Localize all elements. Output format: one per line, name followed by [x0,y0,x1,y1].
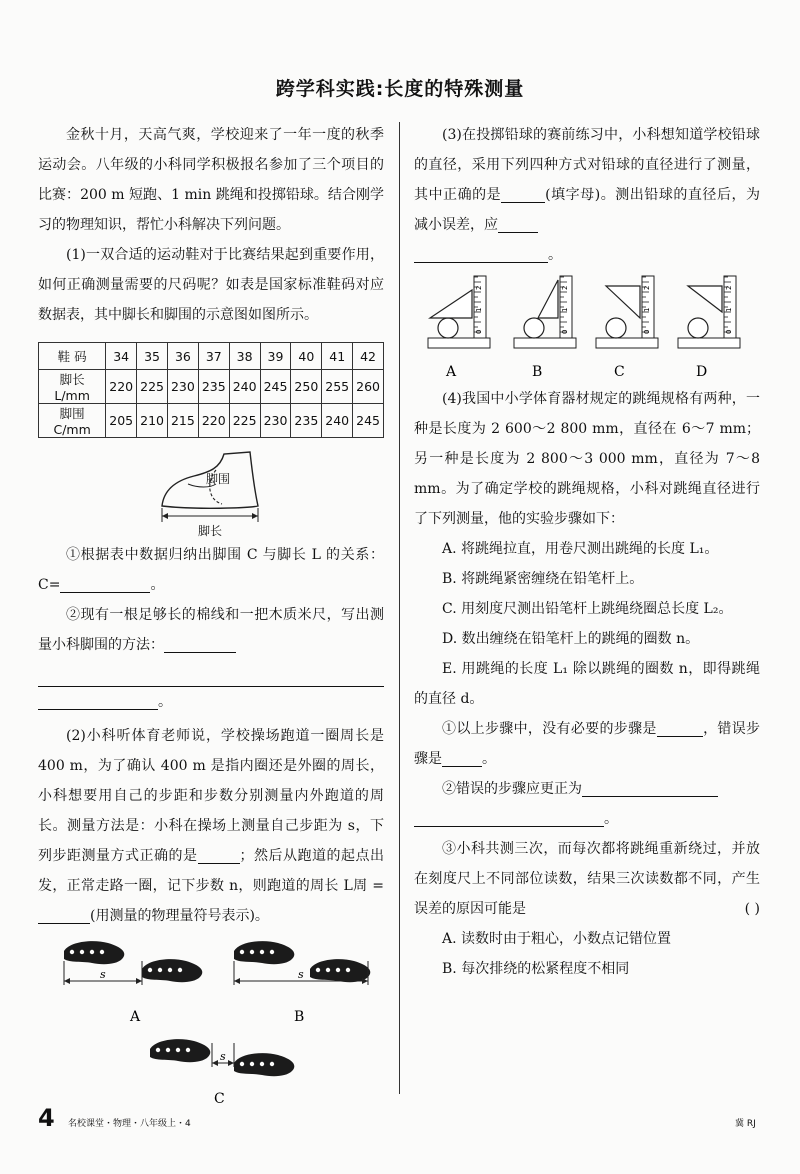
choice-option[interactable]: A. 读数时由于粗心，小数点记错位置 [442,931,672,947]
ruler-tick-label: 1 [475,307,483,312]
table-cell: 225 [137,370,168,404]
set-square-icon [430,290,472,318]
ball-icon [438,318,458,338]
table-cell: 210 [137,404,168,438]
arrow-left-icon [234,978,240,984]
list-item: D. 数出缠绕在铅笔杆上的跳绳的圈数 n。 [442,631,700,647]
table-row-header: 鞋 码 [39,343,106,370]
set-square-icon [606,286,640,318]
table-cell: 41 [322,343,353,370]
table-base [514,338,576,348]
answer-blank-correction[interactable] [582,778,718,797]
left-column [38,120,384,1115]
table-cell: 230 [260,404,291,438]
ruler-tick-label: 1 [643,307,651,312]
question-3-line: 。 [414,240,760,270]
arrow-left-icon [64,978,70,984]
answer-blank-method-1[interactable] [164,634,236,653]
question-4-intro: (4)我国中小学体育器材规定的跳绳规格有两种，一种是长度为 2 600～2 800 mm，直径在 6～7 mm；另一种是长度为 2 800～3 000 mm，直径为 7～8 mm。为了确定学校的跳绳规格，小科对跳绳直径进行了下列测量，他的实验步骤如下： [414,391,760,527]
experiment-steps [414,534,760,714]
question-2: (2)小科听体育老师说，学校操场跑道一圈周长是 400 m，为了确认 400 m 是指内圈还是外圈的周长，小科想要用自己的步距和步数分别测量内外跑道的周长。测量方法是：小科在操场上测量自己步距为 s，下列步距测量方式正确的是 ；然后从跑道的起点出发，正常走路一圈，记下步数 n，则跑道的周长 L周 =(用测量的物理量符号表示)。 [38,728,384,924]
foot-girth-label: 脚围 [206,472,231,486]
figure-option-label: A [130,1009,141,1025]
table-cell: 215 [167,404,198,438]
ball-icon [606,318,626,338]
footer-edition: 冀 RJ [735,1119,756,1129]
table-cell: 36 [167,343,198,370]
ball-measure-illustration [414,272,760,384]
table-base [678,338,740,348]
set-square-icon [688,286,722,312]
ball-measure-figure [414,272,760,384]
question-1-2: ②现有一根足够长的棉线和一把木质米尺，写出测量小科脚围的方法： [38,607,384,653]
figure-option-label: D [696,364,708,380]
right-column [414,120,760,984]
answer-blank-wrong-step[interactable] [442,748,482,767]
answer-blank-unnecessary-step[interactable] [657,718,703,737]
intro-paragraph: 金秋十月，天高气爽，学校迎来了一年一度的秋季运动会。八年级的小科同学积极报名参加了三个项目的比赛：200 m 短跑、1 min 跳绳和投掷铅球。结合刚学习的物理知识，帮忙小科解决下列问题。 [38,127,384,233]
table-cell: 255 [322,370,353,404]
table-cell: 240 [229,370,260,404]
table-cell: 225 [229,404,260,438]
table-cell: 37 [198,343,229,370]
set-square-icon [538,280,558,318]
shoe-size-table [38,342,384,438]
ruler-tick-label: 1 [725,307,733,312]
question-4-2: ②错误的步骤应更正为 [414,774,760,804]
ruler-tick-label: 2 [561,285,569,290]
list-item: B. 将跳绳紧密缠绕在铅笔杆上。 [442,571,644,587]
table-row [39,370,384,404]
question-3: (3)在投掷铅球的赛前练习中，小科想知道学校铅球的直径，采用下列四种方式对铅球的直径进行了测量，其中正确的是 (填字母)。测出铅球的直径后，为减小误差，应 [414,127,760,233]
figure-option-label: A [446,364,457,380]
ruler-tick-label: 0 [475,329,483,334]
table-row [39,404,384,438]
question-1-1: ①根据表中数据归纳出脚围 C 与脚长 L 的关系：C= 。 [38,547,384,593]
answer-blank-c[interactable] [60,574,150,593]
table-row [39,343,384,370]
ruler-tick-label: 0 [643,329,651,334]
distance-label: s [220,1050,226,1063]
answer-paren[interactable]: ( ) [744,901,760,917]
ruler-tick-label: 1 [561,307,569,312]
ruler-tick-label: 2 [725,285,733,290]
ruler-tick-label: 0 [561,329,569,334]
table-cell: 35 [137,343,168,370]
foot-length-label: 脚长 [198,524,223,538]
table-cell: 220 [198,404,229,438]
table-cell: 235 [291,404,322,438]
page-number: 4 [38,1104,55,1132]
table-cell: 205 [106,404,137,438]
footer-text: 名校课堂・物理・八年级上・4 [68,1119,191,1129]
answer-blank-ball-method[interactable] [501,184,545,203]
table-cell: 245 [260,370,291,404]
choice-option[interactable]: B. 每次排绕的松紧程度不相同 [442,961,630,977]
ruler-tick-label: 0 [725,329,733,334]
arrow-left-icon [162,513,168,519]
question-1-text: (1)一双合适的运动鞋对于比赛结果起到重要作用，如何正确测量需要的尺码呢？如表是国家标准鞋码对应数据表，其中脚长和脚围的示意图如图所示。 [38,247,384,323]
table-base [596,338,658,348]
foot-figure [38,444,384,540]
table-cell: 250 [291,370,322,404]
answer-blank-reduce-error[interactable] [498,214,538,233]
question-4-2-line: 。 [414,804,760,834]
page-title: 跨学科实践:长度的特殊测量 [275,78,525,100]
distance-label: s [100,968,106,981]
ruler-tick-label: 2 [643,285,651,290]
answer-line-method-3: 。 [38,687,384,717]
arrow-left-icon [212,1060,218,1066]
ball-icon [688,318,708,338]
table-cell: 38 [229,343,260,370]
table-row-header: 脚围 C/mm [39,404,106,438]
distance-label: s [298,968,304,981]
figure-option-label: B [294,1009,305,1025]
table-row-header: 脚长 L/mm [39,370,106,404]
table-cell: 245 [353,404,384,438]
table-cell: 40 [291,343,322,370]
list-item: A. 将跳绳拉直，用卷尺测出跳绳的长度 L₁。 [442,541,719,557]
table-base [428,338,490,348]
table-cell: 240 [322,404,353,438]
table-cell: 34 [106,343,137,370]
footstep-illustration [38,939,384,1115]
figure-option-label: C [214,1091,225,1107]
table-cell: 42 [353,343,384,370]
choice-list [414,924,760,984]
table-cell: 260 [353,370,384,404]
ball-icon [524,318,544,338]
footstep-figure [38,939,384,1115]
list-item: C. 用刻度尺测出铅笔杆上跳绳绕圈总长度 L₂。 [442,601,733,617]
figure-option-label: B [532,364,543,380]
answer-blank-perimeter[interactable] [38,905,90,924]
ruler-tick-label: 2 [475,285,483,290]
table-cell: 230 [167,370,198,404]
list-item: E. 用跳绳的长度 L₁ 除以跳绳的圈数 n，即得跳绳的直径 d。 [414,661,760,707]
arrow-right-icon [228,1060,234,1066]
table-cell: 220 [106,370,137,404]
answer-line-method-2[interactable] [38,662,384,687]
answer-blank-step-method[interactable] [198,845,240,864]
question-4-1: ①以上步骤中，没有必要的步骤是 ，错误步骤是 。 [414,714,760,774]
arrow-right-icon [252,513,258,519]
table-cell: 235 [198,370,229,404]
question-4-3: ③小科共测三次，而每次都将跳绳重新绕过，并放在刻度尺上不同部位读数，结果三次读数都不同，产生误差的原因可能是 ( ) [414,834,760,924]
table-cell: 39 [260,343,291,370]
arrow-right-icon [136,978,142,984]
column-divider [399,122,400,1094]
figure-option-label: C [614,364,625,380]
